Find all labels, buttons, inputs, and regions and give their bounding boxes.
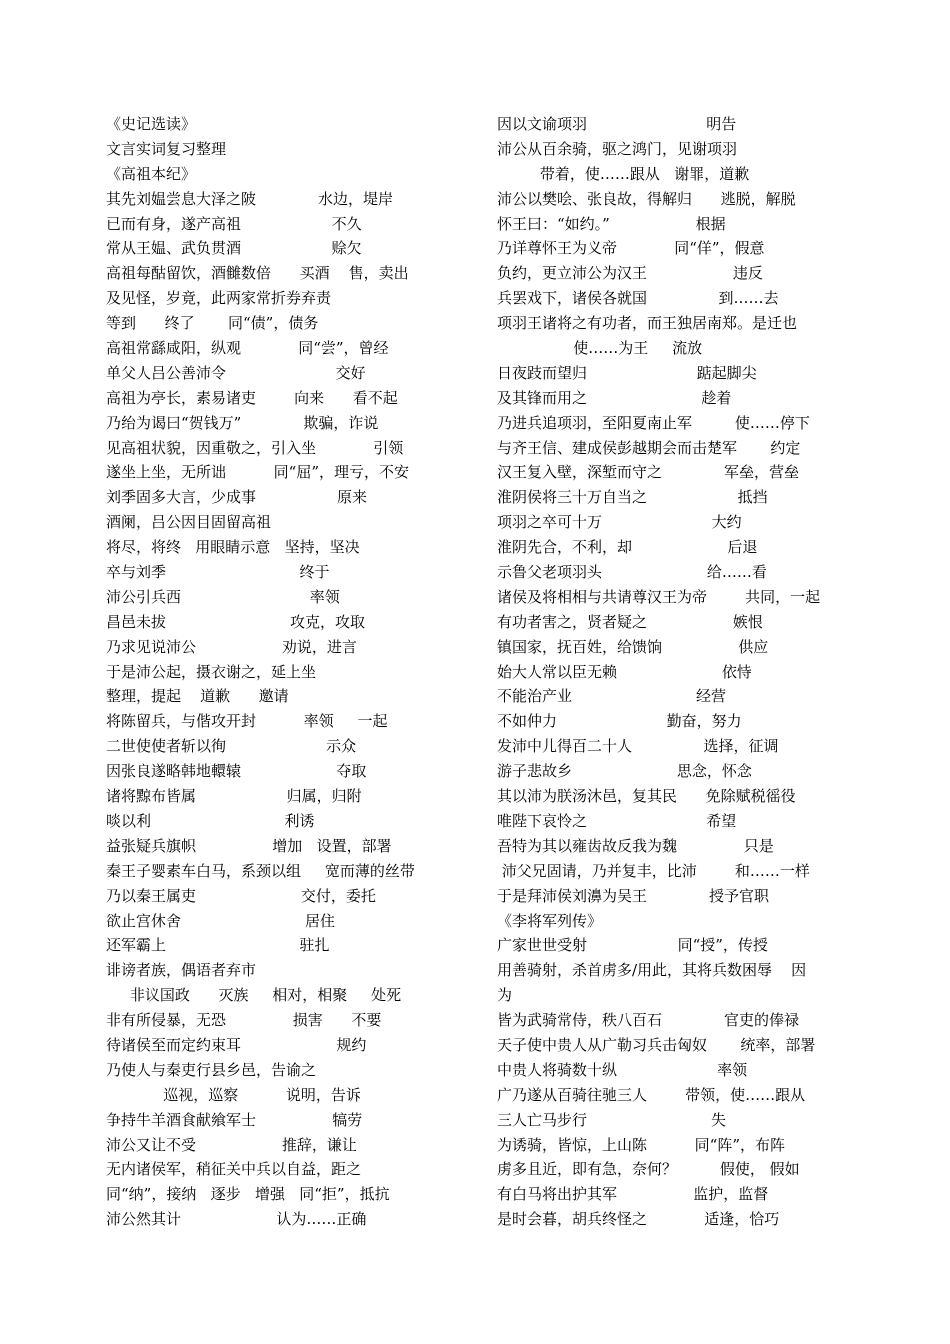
text-line: 《李将军列传》: [497, 911, 603, 930]
text-line: 将陈留兵，与偕攻开封 率领 一起: [106, 712, 388, 731]
text-line: 高祖常繇咸阳，纵观 同“尝”，曾经: [106, 339, 389, 358]
text-line: 始大人常以臣无赖 依恃: [497, 662, 752, 681]
text-line: 益张疑兵旗帜 增加 设置，部署: [106, 836, 392, 855]
text-line: 乃以秦王属吏 交付，委托: [106, 886, 376, 905]
text-line: 昌邑未拔 攻克，攻取: [106, 612, 365, 631]
text-line: 广乃遂从百骑往驰三人 带领，使……跟从: [497, 1085, 806, 1104]
text-line: 中贵人将骑数十纵 率领: [497, 1060, 748, 1079]
text-line: 乃详尊怀王为义帝 同“佯”，假意: [497, 239, 765, 258]
text-line: 沛公以樊哙、张良故，得解归 逃脱，解脱: [497, 189, 796, 208]
text-line: 使……为王 流放: [497, 339, 703, 358]
text-line: 因张良遂略韩地轘辕 夺取: [106, 762, 367, 781]
text-line: 及见怪，岁竟，此两家常折券弃责: [106, 289, 332, 308]
text-line: 非议国政 灭族 相对，相聚 处死: [106, 986, 402, 1005]
text-line: 广家世世受射 同“授”，传授: [497, 936, 768, 955]
text-line: 等到 终了 同“债”，债务: [106, 314, 319, 333]
text-line: 沛公从百余骑，驱之鸿门，见谢项羽: [497, 139, 738, 158]
text-line: 巡视，巡察 说明，告诉: [106, 1085, 361, 1104]
text-line: 已而有身，遂产高祖 不久: [106, 214, 362, 233]
text-line: 乃使人与秦吏行县乡邑，告谕之: [106, 1060, 317, 1079]
text-line: 游子悲故乡 思念，怀念: [497, 762, 752, 781]
text-line: 诽谤者族，偶语者弃市: [106, 961, 257, 980]
text-line: 项羽王诸将之有功者，而王独居南郑。是迁也: [497, 314, 798, 333]
text-line: 项羽之卒可十万 大约: [497, 513, 742, 532]
text-line: 其先刘媪尝息大泽之陂 水边，堤岸: [106, 189, 393, 208]
text-line: 高祖为亭长，素易诸吏 向来 看不起: [106, 388, 398, 407]
text-line: 负约，更立沛公为汉王 违反: [497, 264, 763, 283]
text-line: 为诱骑，皆惊，上山陈 同“阵”，布阵: [497, 1135, 786, 1154]
text-line: 乃求见说沛公 劝说，进言: [106, 637, 357, 656]
text-line: 虏多且近，即有急，奈何？ 假使， 假如: [497, 1160, 800, 1179]
text-line: 沛公然其计 认为……正确: [106, 1210, 367, 1229]
text-line: 《史记选读》: [106, 115, 197, 133]
text-line: 及其锋而用之 趁着: [497, 388, 732, 407]
text-line: 二世使使者斩以徇 示众: [106, 737, 357, 756]
text-line: 常从王媪、武负贯酒 赊欠: [106, 239, 362, 258]
text-line: 沛父兄固请，乃并复丰，比沛 和……一样: [497, 861, 810, 880]
text-line: 欲止宫休舍 居住: [106, 911, 335, 930]
text-line: 于是沛公起，摄衣谢之，延上坐: [106, 662, 317, 681]
text-line: 带着，使……跟从 谢罪，道歉: [497, 164, 750, 183]
text-line: 酒阑，吕公因目固留高祖: [106, 513, 272, 532]
text-line: 乃绐为谒曰“贺钱万” 欺骗，诈说: [106, 413, 379, 432]
text-line: 于是拜沛侯刘濞为吴王 授予官职: [497, 886, 769, 905]
text-line: 啖以利 利诱: [106, 811, 315, 830]
text-line: 是时会暮，胡兵终怪之 适逢，恰巧: [497, 1210, 780, 1229]
text-line: 汉王复入壁，深堑而守之 军垒，营垒: [497, 463, 799, 482]
text-line: 《高祖本纪》: [106, 164, 197, 183]
text-line: 淮阴先合，不利，却 后退: [497, 538, 758, 557]
text-line: 无内诸侯军，稍征关中兵以自益，距之: [106, 1160, 362, 1179]
text-line: 因以文谕项羽 明告: [497, 115, 737, 133]
text-line: 吾特为其以雍齿故反我为魏 只是: [497, 836, 774, 855]
text-line: 遂坐上坐，无所诎 同“屈”，理亏，不安: [106, 463, 410, 482]
text-line: 与齐王信、建成侯彭越期会而击楚军 约定: [497, 438, 801, 457]
text-line: 为: [497, 986, 513, 1005]
text-line: 文言实词复习整理: [106, 139, 227, 158]
text-line: 单父人吕公善沛令 交好: [106, 363, 366, 382]
text-line: 高祖每酤留饮，酒雠数倍 买酒 售，卖出: [106, 264, 409, 283]
text-line: 将尽，将终 用眼睛示意 坚持，坚决: [106, 538, 360, 557]
right-text-column: [497, 112, 882, 1232]
text-line: 发沛中儿得百二十人 选择，征调: [497, 737, 779, 756]
text-line: 唯陛下哀怜之 希望: [497, 811, 737, 830]
text-line: 沛公又让不受 推辞，谦让: [106, 1135, 357, 1154]
text-line: 有白马将出护其军 监护，监督: [497, 1185, 769, 1204]
text-line: 沛公引兵西 率领: [106, 587, 340, 606]
text-line: 争持牛羊酒食献飨军士 犒劳: [106, 1110, 363, 1129]
text-line: 淮阴侯将三十万自当之 抵挡: [497, 488, 768, 507]
text-line: 卒与刘季 终于: [106, 563, 330, 582]
text-line: 镇国家，抚百姓，给馈饷 供应: [497, 637, 769, 656]
text-line: 刘季固多大言，少成事 原来: [106, 488, 368, 507]
text-line: 有功者害之，贤者疑之 嫉恨: [497, 612, 763, 631]
text-line: 用善骑射，杀首虏多/用此，其将兵数困辱 因: [497, 961, 807, 980]
text-line: 示鲁父老项羽头 给……看: [497, 563, 767, 582]
text-line: 不能治产业 经营: [497, 687, 726, 706]
text-line: 非有所侵暴，无恐 损害 不要: [106, 1011, 382, 1030]
text-line: 乃进兵追项羽，至阳夏南止军 使……停下: [497, 413, 810, 432]
text-line: 皆为武骑常侍，秩八百石 官吏的俸禄: [497, 1011, 799, 1030]
text-line: 三人亡马步行 失: [497, 1110, 726, 1129]
text-line: 天子使中贵人从广勒习兵击匈奴 统率，部署: [497, 1035, 816, 1054]
text-line: 秦王子婴素车白马，系颈以组 宽而薄的丝带: [106, 861, 415, 880]
text-line: 整理，提起 道歉 邀请: [106, 687, 289, 706]
text-line: 待诸侯至而定约束耳 规约: [106, 1035, 367, 1054]
text-line: 同“纳”，接纳 逐步 增强 同“拒”，抵抗: [106, 1185, 390, 1204]
text-line: 见高祖状貌，因重敬之，引入坐 引领: [106, 438, 404, 457]
text-line: 还军霸上 驻扎: [106, 936, 330, 955]
text-line: 怀王曰：“如约。” 根据: [497, 214, 726, 233]
text-line: 不如仲力 勤奋，努力: [497, 712, 742, 731]
text-line: 诸侯及将相相与共请尊汉王为帝 共同，一起: [497, 587, 821, 606]
text-line: 日夜跂而望归 踮起脚尖: [497, 363, 757, 382]
text-line: 兵罢戏下，诸侯各就国 到……去: [497, 289, 779, 308]
left-text-column: [106, 112, 491, 1232]
text-line: 诸将黥布皆属 归属，归附: [106, 787, 362, 806]
text-line: 其以沛为朕汤沐邑，复其民 免除赋税徭役: [497, 787, 796, 806]
